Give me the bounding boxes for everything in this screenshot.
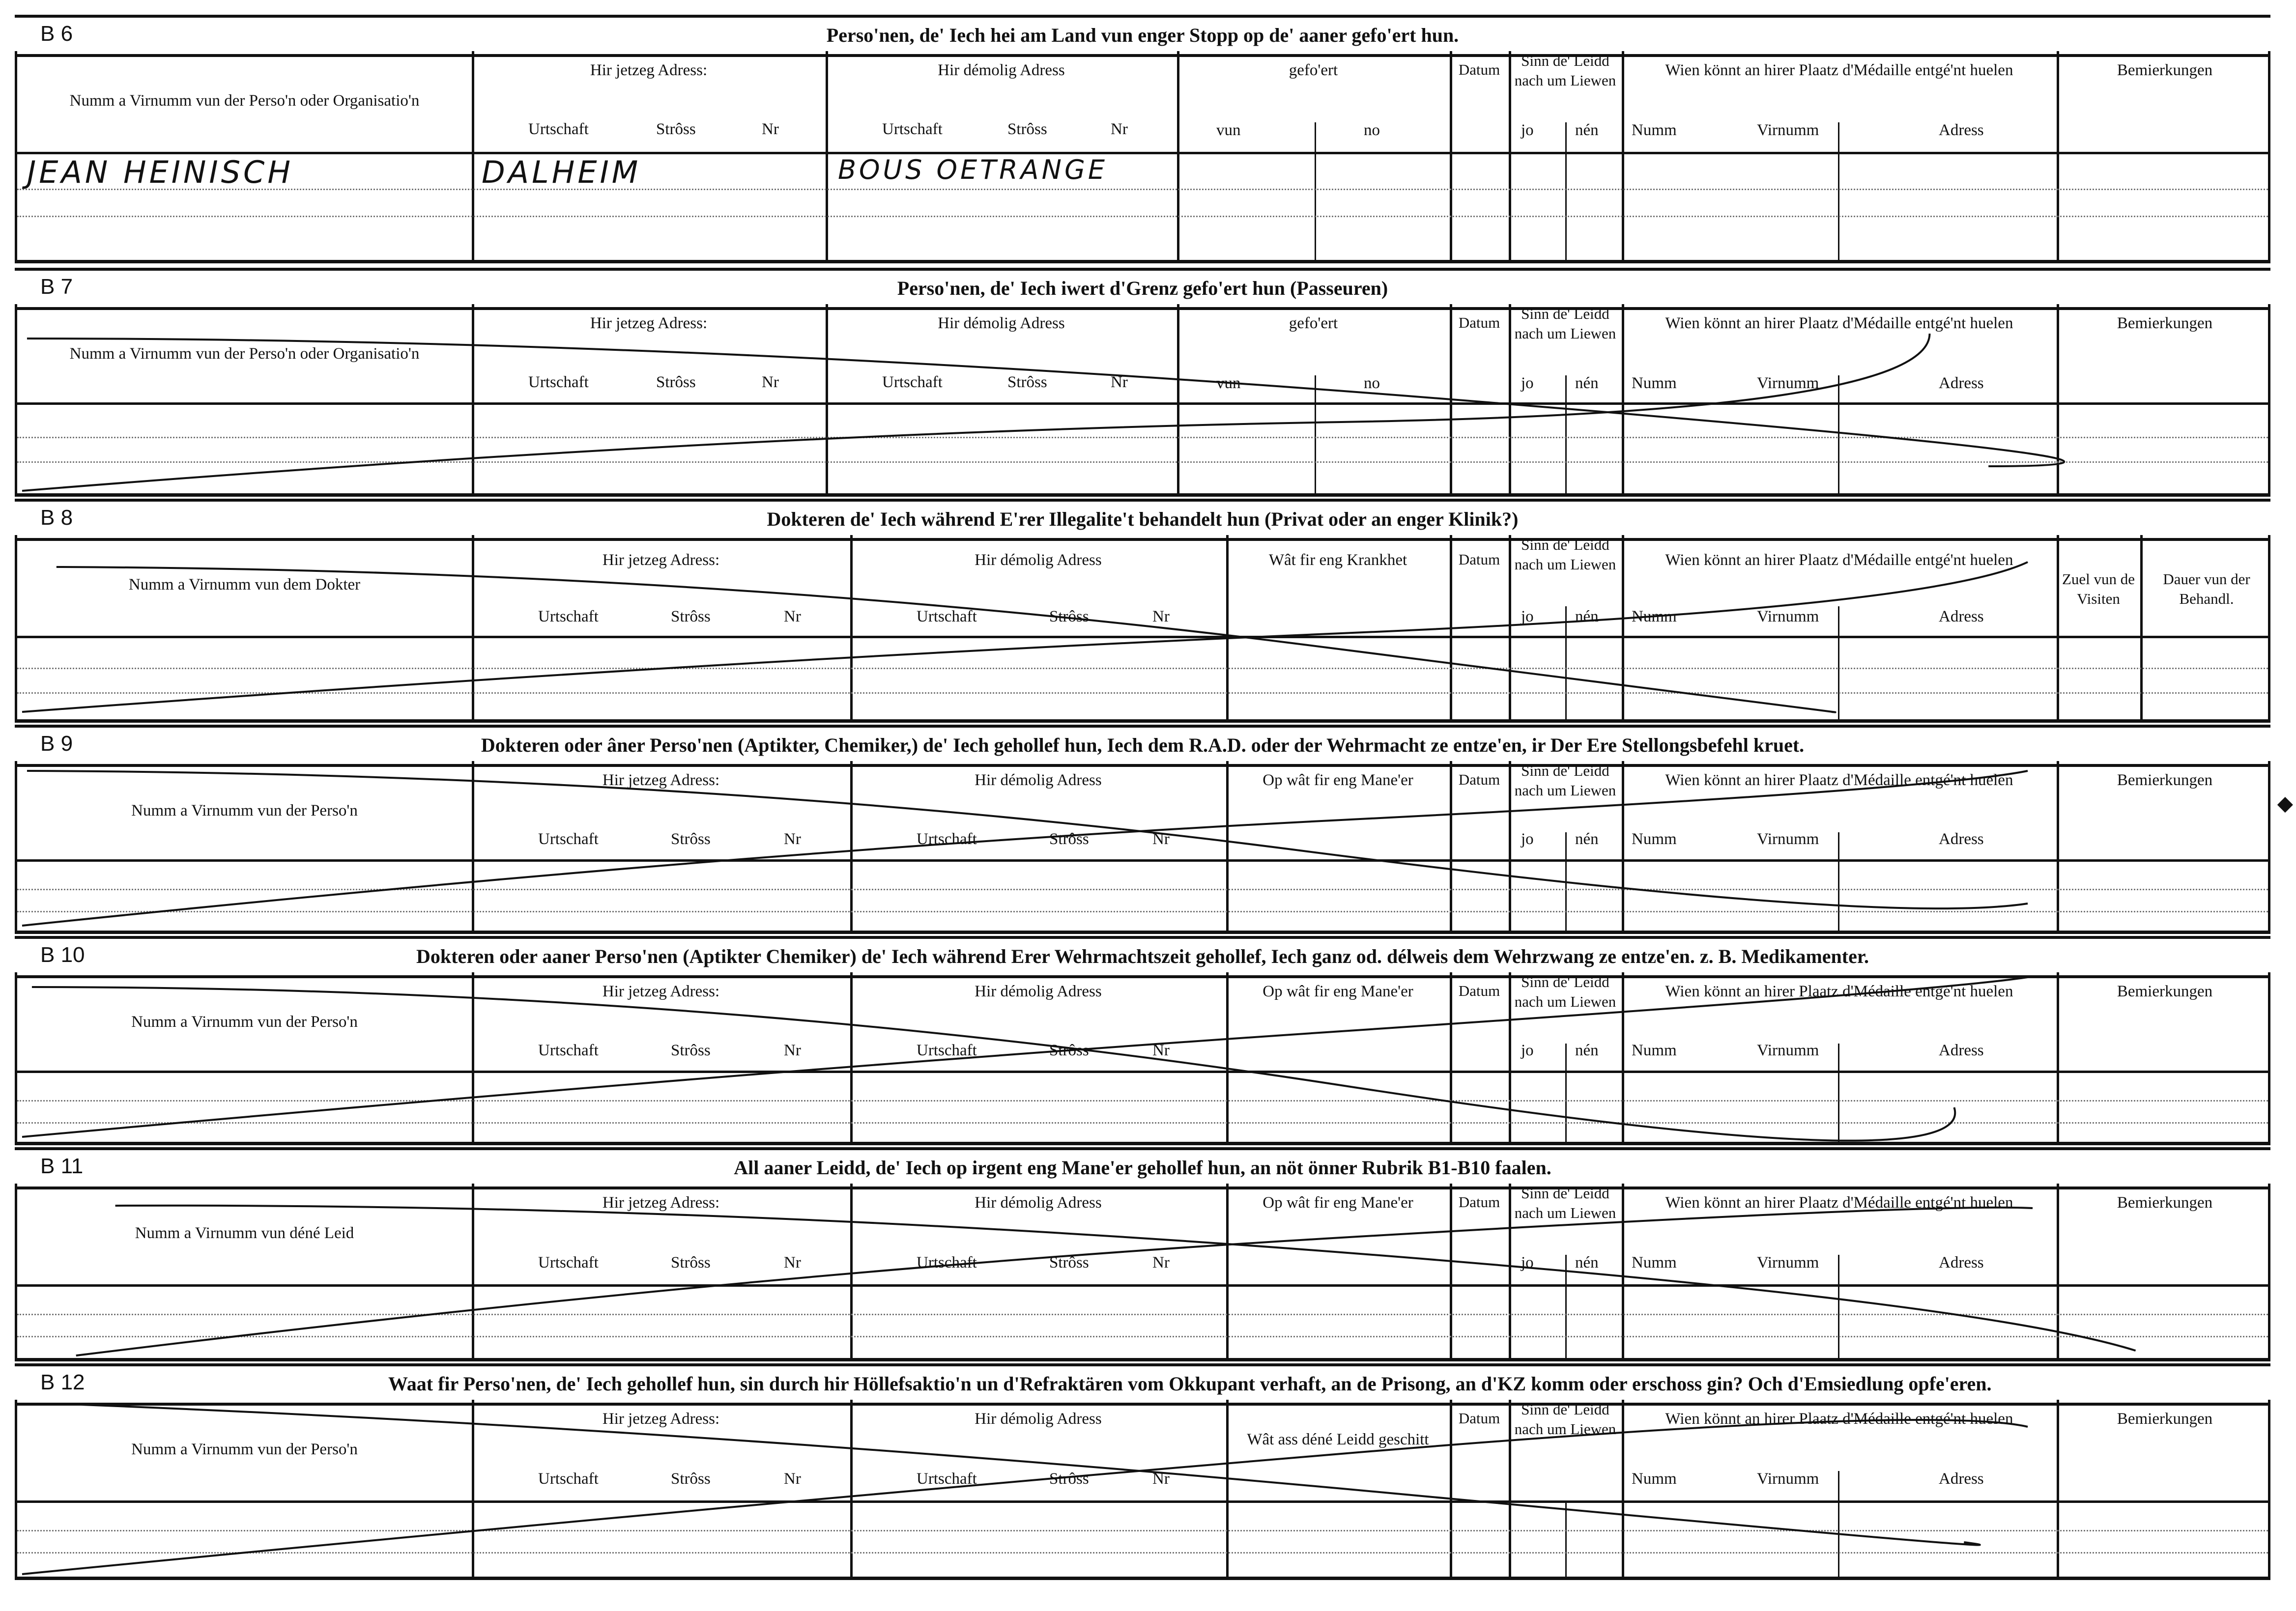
transported-header: gefo'ert [1289, 61, 1338, 79]
current-address-header: Hir jetzeg Adress: [590, 314, 708, 332]
entry-former-address: BOUS OETRANGE [838, 154, 1108, 185]
remarks-header: Bemierkungen [2117, 1194, 2213, 1212]
risked-life-header: Sinn de' Leidd nach um Liewen [1514, 1401, 1616, 1438]
place-label: Urtschaft [528, 120, 589, 138]
risked-life-header: Sinn de' Leidd nach um Liewen [1514, 762, 1616, 799]
section-table [15, 972, 2270, 1145]
place-label: Urtschaft [917, 1470, 977, 1488]
from-label: vun [1216, 121, 1241, 139]
section-title: Waat fir Perso'nen, de' Iech gehollef hun, sin durch hir Höllefsaktio'n un d'Refraktären vom Okkupant verhaft, an de Prisong, an d'KZ komm oder erschoss gin? Och d'Emsiedlung opfe'eren. [388, 1373, 1992, 1395]
medal-header: Wien könnt an hirer Plaatz d'Médaille entgé'nt huelen [1665, 771, 2013, 789]
name-column-header: Numm a Virnumm vun der Perso'n [131, 1441, 358, 1458]
surname-label: Numm [1632, 121, 1677, 139]
date-header: Datum [1458, 61, 1500, 78]
street-label: Strôss [1049, 1470, 1089, 1488]
yes-label: jo [1521, 830, 1534, 848]
number-label: Nr [784, 608, 801, 625]
section-title: Dokteren oder âner Perso'nen (Aptikter, Chemiker,) de' Iech gehollef hun, Iech dem R.A.D. oder der Wehrmacht ze entze'en, ir Der Ere Stellongsbefehl kruet. [481, 734, 1805, 756]
section-table [15, 304, 2270, 497]
section-table [15, 51, 2270, 263]
section-b10 [15, 936, 2270, 1147]
street-label: Strôss [656, 373, 696, 391]
section-b6 [15, 15, 2270, 263]
risked-life-header: Sinn de' Leidd nach um Liewen [1514, 536, 1616, 573]
section-title: Dokteren oder aaner Perso'nen (Aptikter Chemiker) de' Iech während Erer Wehrmachtszeit gehollef, Iech ganz od. délweis dem Wehrzwang ze entze'en. z. B. Medikamenter. [416, 945, 1869, 967]
street-label: Strôss [1007, 120, 1047, 138]
section-code: B 6 [40, 22, 73, 46]
section-title: Dokteren de' Iech während E'rer Illegalite't behandelt hun (Privat oder an enger Klinik?) [767, 508, 1519, 530]
firstname-label: Virnumm [1757, 374, 1819, 392]
surname-label: Numm [1632, 374, 1677, 392]
section-code: B 8 [40, 506, 73, 530]
number-label: Nr [1111, 373, 1128, 391]
former-address-header: Hir démolig Adress [975, 1410, 1102, 1428]
name-column-header: Numm a Virnumm vun der Perso'n oder Organisatio'n [69, 92, 420, 110]
section-code: B 9 [40, 732, 73, 756]
medal-header: Wien könnt an hirer Plaatz d'Médaille entgé'nt huelen [1665, 551, 2013, 569]
street-label: Strôss [1049, 830, 1089, 848]
name-column-header: Numm a Virnumm vun der Perso'n [131, 802, 358, 820]
name-column-header: Numm a Virnumm vun der Perso'n oder Organisatio'n [69, 345, 420, 363]
place-label: Urtschaft [538, 1470, 599, 1488]
medal-header: Wien könnt an hirer Plaatz d'Médaille entgé'nt huelen [1665, 1194, 2013, 1212]
section-table [15, 761, 2270, 934]
number-label: Nr [784, 1254, 801, 1272]
manner-header: Op wât fir eng Mane'er [1263, 983, 1413, 1000]
what-happened-header: Wât ass déné Leidd geschitt [1247, 1431, 1429, 1448]
remarks-header: Bemierkungen [2117, 1410, 2213, 1428]
to-label: no [1364, 121, 1380, 139]
address-label: Adress [1939, 1042, 1984, 1059]
place-label: Urtschaft [528, 373, 589, 391]
street-label: Strôss [1007, 373, 1047, 391]
illness-header: Wât fir eng Krankhet [1268, 551, 1407, 569]
risked-life-header: Sinn de' Leidd nach um Liewen [1514, 973, 1616, 1011]
medal-header: Wien könnt an hirer Plaatz d'Médaille entgé'nt huelen [1665, 61, 2013, 79]
date-header: Datum [1458, 771, 1500, 788]
section-table [15, 1184, 2270, 1361]
current-address-header: Hir jetzeg Adress: [590, 61, 708, 79]
address-label: Adress [1939, 374, 1984, 392]
current-address-header: Hir jetzeg Adress: [602, 771, 720, 789]
manner-header: Op wât fir eng Mane'er [1263, 1194, 1413, 1212]
address-label: Adress [1939, 830, 1984, 848]
section-code: B 12 [40, 1370, 85, 1394]
number-label: Nr [762, 373, 779, 391]
place-label: Urtschaft [538, 830, 599, 848]
place-label: Urtschaft [917, 830, 977, 848]
address-label: Adress [1939, 1254, 1984, 1272]
former-address-header: Hir démolig Adress [975, 983, 1102, 1000]
former-address-header: Hir démolig Adress [938, 61, 1065, 79]
date-header: Datum [1458, 982, 1500, 999]
date-header: Datum [1458, 1410, 1500, 1427]
name-column-header: Numm a Virnumm vun der Perso'n [131, 1013, 358, 1031]
street-label: Strôss [671, 1254, 711, 1272]
medal-header: Wien könnt an hirer Plaatz d'Médaille entgé'nt huelen [1665, 314, 2013, 332]
number-label: Nr [784, 1470, 801, 1488]
firstname-label: Virnumm [1757, 608, 1819, 625]
street-label: Strôss [671, 830, 711, 848]
surname-label: Numm [1632, 1254, 1677, 1272]
edge-arrow-icon: ◆ [2277, 792, 2293, 815]
section-code: B 7 [40, 275, 73, 299]
name-column-header: Numm a Virnumm vun dem Dokter [128, 576, 361, 594]
place-label: Urtschaft [917, 608, 977, 625]
address-label: Adress [1939, 608, 1984, 625]
no-label: nén [1575, 608, 1599, 625]
section-title: Perso'nen, de' Iech hei am Land vun enger Stopp op de' aaner gefo'ert hun. [826, 24, 1459, 46]
section-b7 [15, 268, 2270, 499]
street-label: Strôss [1049, 1254, 1089, 1272]
place-label: Urtschaft [882, 120, 943, 138]
street-label: Strôss [656, 120, 696, 138]
name-column-header: Numm a Virnumm vun déné Leid [135, 1224, 354, 1242]
number-label: Nr [1152, 1254, 1170, 1272]
section-table [15, 535, 2270, 723]
surname-label: Numm [1632, 1470, 1677, 1488]
former-address-header: Hir démolig Adress [975, 551, 1102, 569]
risked-life-header: Sinn de' Leidd nach um Liewen [1514, 305, 1616, 342]
street-label: Strôss [671, 1470, 711, 1488]
current-address-header: Hir jetzeg Adress: [602, 551, 720, 569]
manner-header: Op wât fir eng Mane'er [1263, 771, 1413, 789]
number-label: Nr [784, 1042, 801, 1059]
section-title: All aaner Leidd, de' Iech op irgent eng Mane'er gehollef hun, an nöt önner Rubrik B1-B10 faalen. [734, 1157, 1551, 1179]
yes-label: jo [1521, 1254, 1534, 1272]
yes-label: jo [1521, 608, 1534, 625]
section-b11 [15, 1147, 2270, 1363]
treatment-duration-header: Dauer vun der Behandl. [2163, 570, 2250, 608]
yes-label: jo [1521, 1042, 1534, 1059]
risked-life-header: Sinn de' Leidd nach um Liewen [1514, 52, 1616, 89]
section-b12 [15, 1363, 2270, 1582]
no-label: nén [1575, 1042, 1599, 1059]
number-label: Nr [1152, 608, 1170, 625]
no-label: nén [1575, 374, 1599, 392]
former-address-header: Hir démolig Adress [975, 1194, 1102, 1212]
number-label: Nr [1152, 1042, 1170, 1059]
firstname-label: Virnumm [1757, 830, 1819, 848]
section-title: Perso'nen, de' Iech iwert d'Grenz gefo'ert hun (Passeuren) [897, 277, 1388, 299]
no-label: nén [1575, 1254, 1599, 1272]
firstname-label: Virnumm [1757, 1042, 1819, 1059]
place-label: Urtschaft [917, 1254, 977, 1272]
surname-label: Numm [1632, 608, 1677, 625]
remarks-header: Bemierkungen [2117, 314, 2213, 332]
address-label: Adress [1939, 121, 1984, 139]
remarks-header: Bemierkungen [2117, 771, 2213, 789]
number-label: Nr [762, 120, 779, 138]
current-address-header: Hir jetzeg Adress: [602, 983, 720, 1000]
place-label: Urtschaft [538, 608, 599, 625]
yes-label: jo [1521, 121, 1534, 139]
section-code: B 11 [40, 1154, 84, 1178]
date-header: Datum [1458, 1193, 1500, 1211]
firstname-label: Virnumm [1757, 1254, 1819, 1272]
address-label: Adress [1939, 1470, 1984, 1488]
place-label: Urtschaft [538, 1042, 599, 1059]
medal-header: Wien könnt an hirer Plaatz d'Médaille entgé'nt huelen [1665, 983, 2013, 1000]
street-label: Strôss [1049, 1042, 1089, 1059]
former-address-header: Hir démolig Adress [938, 314, 1065, 332]
remarks-header: Bemierkungen [2117, 983, 2213, 1000]
street-label: Strôss [1049, 608, 1089, 625]
visit-count-header: Zuel vun de Visiten [2062, 570, 2135, 608]
number-label: Nr [1111, 120, 1128, 138]
from-label: vun [1216, 374, 1241, 392]
place-label: Urtschaft [882, 373, 943, 391]
former-address-header: Hir démolig Adress [975, 771, 1102, 789]
street-label: Strôss [671, 1042, 711, 1059]
section-table [15, 1400, 2270, 1580]
transported-header: gefo'ert [1289, 314, 1338, 332]
entry-current-address: DALHEIM [482, 154, 641, 190]
no-label: nén [1575, 121, 1599, 139]
entry-name: JEAN HEINISCH [27, 154, 293, 190]
place-label: Urtschaft [917, 1042, 977, 1059]
medal-header: Wien könnt an hirer Plaatz d'Médaille entgé'nt huelen [1665, 1410, 2013, 1428]
firstname-label: Virnumm [1757, 1470, 1819, 1488]
section-b8 [15, 499, 2270, 725]
no-label: nén [1575, 830, 1599, 848]
current-address-header: Hir jetzeg Adress: [602, 1194, 720, 1212]
number-label: Nr [1152, 830, 1170, 848]
yes-label: jo [1521, 374, 1534, 392]
number-label: Nr [784, 830, 801, 848]
section-code: B 10 [40, 943, 85, 967]
to-label: no [1364, 374, 1380, 392]
firstname-label: Virnumm [1757, 121, 1819, 139]
date-header: Datum [1458, 551, 1500, 568]
current-address-header: Hir jetzeg Adress: [602, 1410, 720, 1428]
surname-label: Numm [1632, 1042, 1677, 1059]
place-label: Urtschaft [538, 1254, 599, 1272]
section-b9 [15, 725, 2270, 936]
remarks-header: Bemierkungen [2117, 61, 2213, 79]
surname-label: Numm [1632, 830, 1677, 848]
date-header: Datum [1458, 314, 1500, 331]
risked-life-header: Sinn de' Leidd nach um Liewen [1514, 1185, 1616, 1222]
street-label: Strôss [671, 608, 711, 625]
number-label: Nr [1152, 1470, 1170, 1488]
